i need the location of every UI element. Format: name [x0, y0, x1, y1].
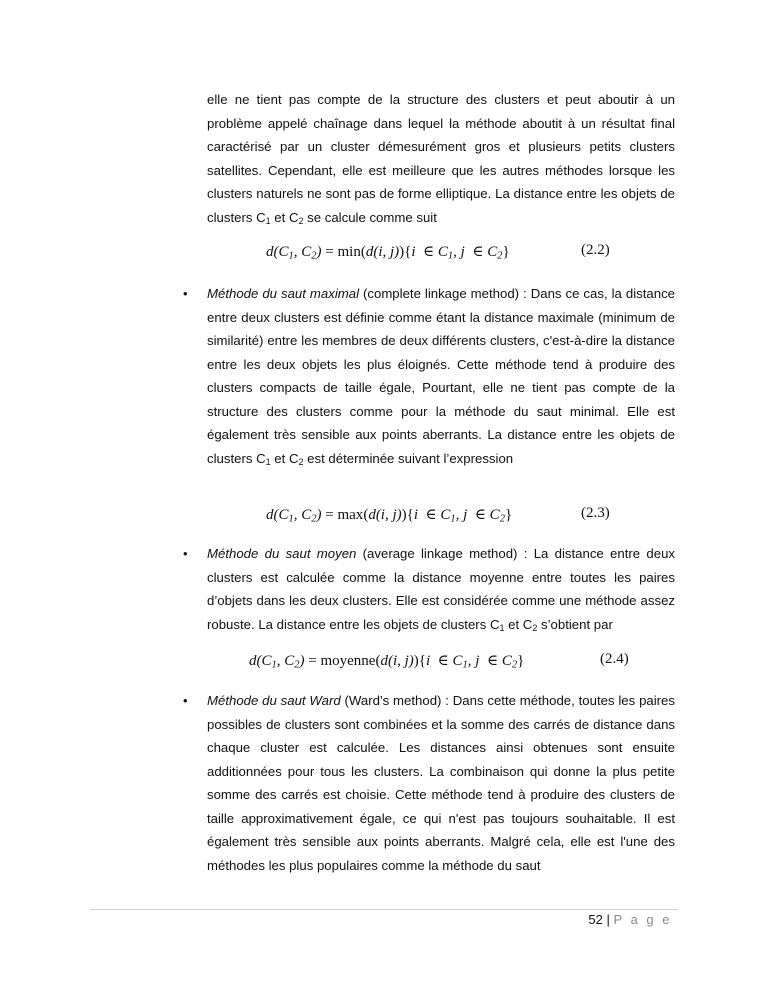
- page-number: 52: [588, 912, 603, 927]
- subscript: 2: [298, 456, 304, 467]
- paragraph-text: (Ward’s method) : Dans cette méthode, toutes les paires possibles de clusters sont combinées et la somme des carrés de distance dans chaque cluster est calculée. Les distances ainsi obtenues sont ensuite additionnées pour tous les clusters. La combinaison qui donne la plus petite somme des carrés est choisie. Cette méthode tend à produire des clusters de taille approximativement égale, ce qui n'est pas toujours souhaitable. Il est également très sensible aux points aberrants. Malgré cela, elle est l'une des méthodes les plus populaires comme la méthode du saut: [207, 693, 675, 873]
- page-footer: [588, 912, 672, 927]
- equation-number: (2.3): [581, 505, 610, 521]
- subscript: 2: [298, 215, 304, 226]
- paragraph-intro: [207, 88, 675, 229]
- bullet-ward-method: [207, 689, 675, 877]
- footer-divider: [90, 909, 678, 910]
- paragraph-text: (average linkage method) : La distance entre deux clusters est calculée comme la distance moyenne entre toutes les paires d’objets dans les deux clusters. Elle est considérée comme une méthode assez robuste. La distance entre les objets de clusters C: [207, 546, 675, 632]
- method-title: Méthode du saut moyen: [207, 546, 357, 561]
- method-title: Méthode du saut maximal: [207, 286, 359, 301]
- bullet-icon: •: [183, 693, 188, 708]
- subscript: 2: [532, 622, 538, 633]
- paragraph-text: est déterminée suivant l’expression: [303, 450, 514, 466]
- bullet-complete-linkage: [207, 282, 675, 470]
- paragraph-text: (complete linkage method) : Dans ce cas, la distance entre deux clusters est définie comme étant la distance maximale (minimum de similarité) entre les membres de deux différents clusters, c'est-à-dire la distance entre les deux objets les plus éloignés. Cette méthode tend à produire des clusters compacts de taille égale, Pourtant, elle ne tient pas compte de la structure des clusters comme pour la méthode du saut minimal. Elle est également très sensible aux points aberrants. La distance entre les objets de clusters C: [207, 286, 675, 466]
- equation-number: (2.2): [581, 242, 610, 258]
- method-title: Méthode du saut Ward: [207, 693, 341, 708]
- bullet-average-linkage: [207, 542, 675, 636]
- paragraph-text: et C: [270, 450, 299, 466]
- bullet-icon: •: [183, 546, 188, 561]
- equation-function: max: [337, 507, 364, 523]
- equation-2-4: $d(C_1$, $C_2$) = moyenne(d(i, j)){i ∈ $C_1$, j ∈ $C_2$}: [249, 653, 525, 671]
- paragraph-text: se calcule comme suit: [303, 209, 437, 225]
- page-label: P a g e: [613, 912, 672, 927]
- equation-number: (2.4): [600, 651, 629, 667]
- subscript: 1: [265, 215, 271, 226]
- subscript: 1: [265, 456, 271, 467]
- paragraph-text: s’obtient par: [537, 616, 613, 632]
- paragraph-text: elle ne tient pas compte de la structure des clusters et peut aboutir à un problème appelé chaînage dans lequel la méthode aboutit à un résultat final caractérisé par un cluster démesurément gros et plusieurs petits clusters satellites. Cependant, elle est meilleure que les autres méthodes lorsque les clusters naturels ne sont pas de forme elliptique. La distance entre les objets de clusters C: [207, 92, 675, 225]
- subscript: 1: [499, 622, 505, 633]
- equation-2-3: $d(C_1$, $C_2) = \max(d(i$, j)){i ∈ $C_1$, j ∈ $C_2$}: [266, 507, 513, 525]
- paragraph-text: et C: [504, 616, 533, 632]
- footer-separator: |: [606, 912, 610, 927]
- equation-2-2: $d(C_1$, $C_2) = \min(d(i$, j)){i ∈ $C_1$, j ∈ $C_2$}: [266, 244, 510, 262]
- paragraph-text: et C: [270, 209, 299, 225]
- equation-function: min: [337, 244, 361, 260]
- equation-function: moyenne: [320, 653, 376, 669]
- bullet-icon: •: [183, 286, 188, 301]
